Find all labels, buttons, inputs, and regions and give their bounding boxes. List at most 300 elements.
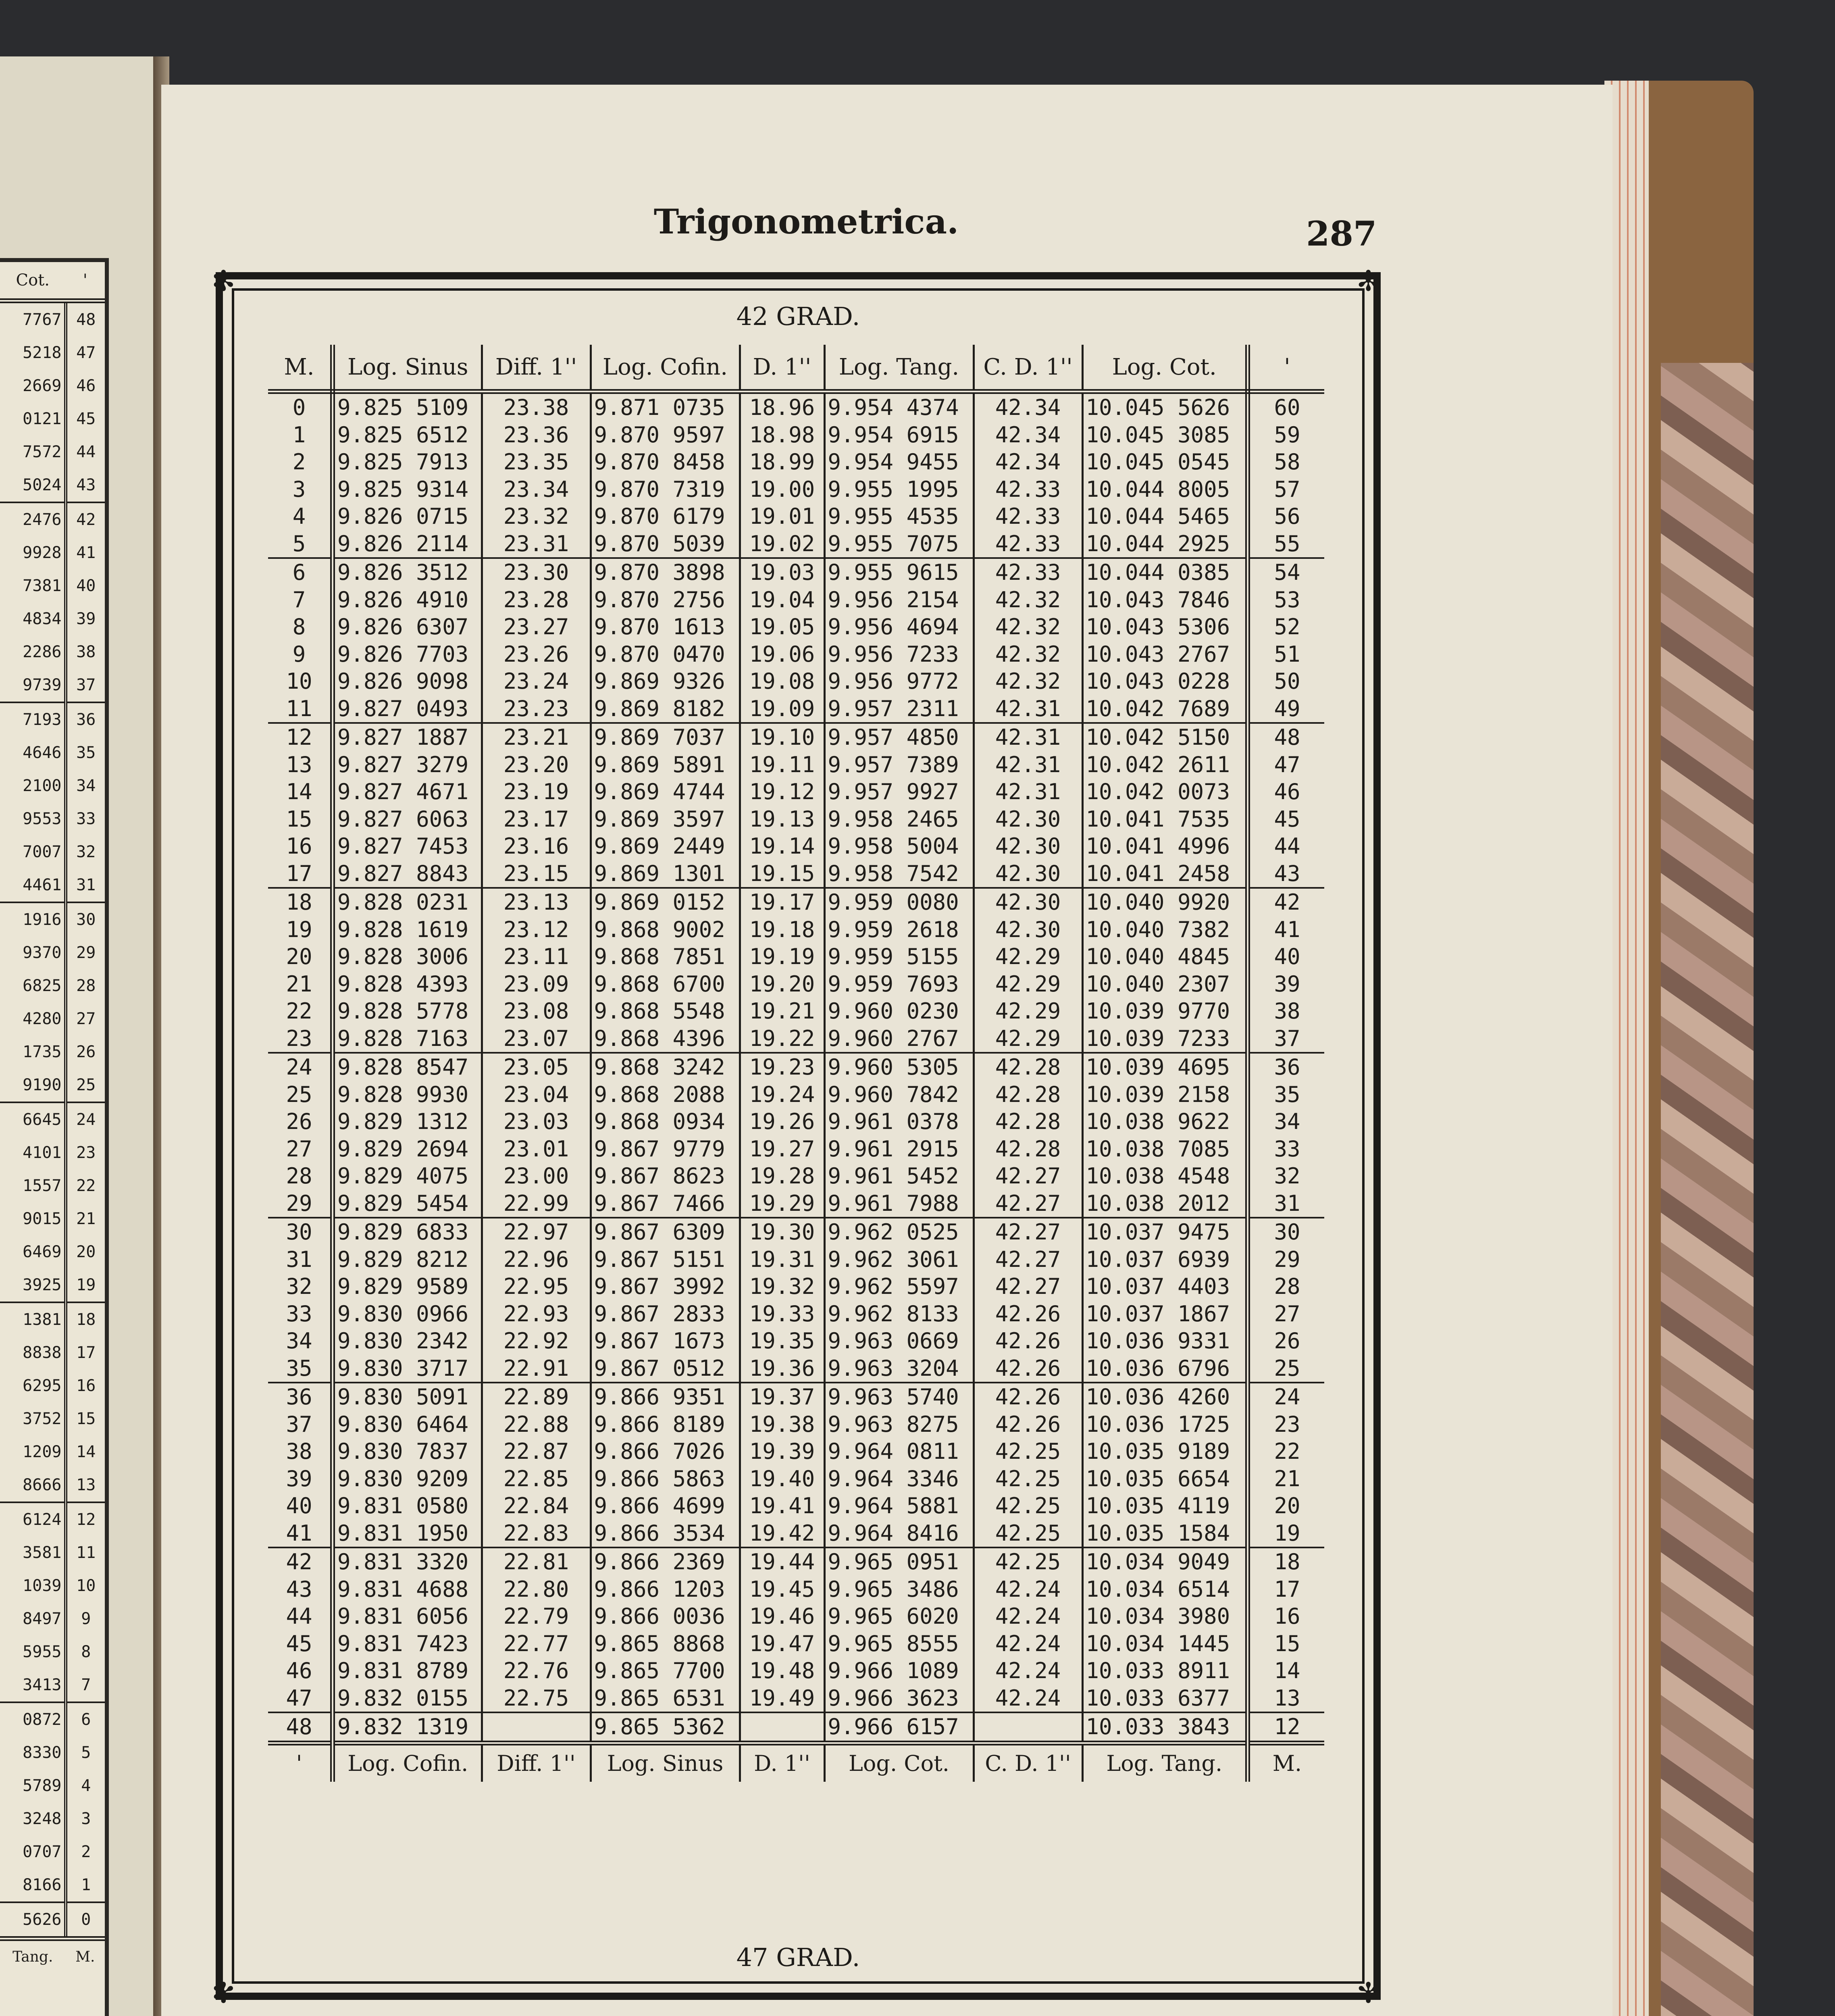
left-fragment-row [0,1635,105,1668]
cell-minute: 29 [268,1190,333,1218]
left-fragment-row [0,602,105,635]
left-cell-value: 2669 [0,369,66,402]
cell-log-cot: 10.039 2158 [1082,1081,1248,1108]
cell-minute-reverse: 34 [1274,1109,1300,1134]
cell-minute-reverse: 59 [1274,422,1300,448]
cell-minute-reverse: 50 [1274,669,1300,694]
footer-log-tang: Log. Tang. [1082,1743,1248,1782]
cell-diff: 22.79 [482,1603,591,1630]
left-fragment-row [0,1035,105,1068]
cell-diff: 23.04 [482,1081,591,1108]
cell-diff: 22.92 [482,1327,591,1355]
table-row [268,1520,1324,1548]
cell-log-tang: 9.964 3346 [824,1465,974,1493]
cell-minute-reverse: 20 [1274,1493,1300,1518]
table-row [268,1053,1324,1081]
cell-diff: 23.00 [482,1162,591,1190]
cell-cd: 42.32 [974,613,1082,641]
left-cell-value: 5789 [0,1769,66,1802]
left-header-cot: Cot. [0,262,66,301]
cell-d: 19.31 [740,1246,824,1273]
cell-d: 19.26 [740,1108,824,1135]
table-row [268,1657,1324,1685]
cell-log-cot: 10.037 4403 [1082,1273,1248,1300]
cell-diff: 23.01 [482,1135,591,1163]
left-cell-minute: 34 [76,777,96,795]
cell-minute-reverse: 33 [1274,1136,1300,1162]
cell-minute: 46 [268,1657,333,1685]
cell-log-cot: 10.042 0073 [1082,778,1248,806]
cell-log-tang: 9.966 1089 [824,1657,974,1685]
table-row [268,1465,1324,1493]
cell-log-sinus: 9.826 0715 [333,503,482,530]
cell-minute-reverse: 56 [1274,504,1300,529]
cell-log-cosin: 9.869 2449 [591,833,740,860]
cell-log-cosin: 9.868 6700 [591,971,740,998]
cell-log-tang: 9.956 9772 [824,668,974,695]
cell-log-cosin: 9.869 3597 [591,806,740,833]
cell-d: 19.03 [740,558,824,586]
cell-log-cosin: 9.867 1673 [591,1327,740,1355]
cell-minute: 12 [268,723,333,751]
cell-log-cot: 10.034 9049 [1082,1547,1248,1576]
cell-log-sinus: 9.825 5109 [333,392,482,421]
cell-minute: 30 [268,1218,333,1246]
left-fragment-row [0,469,105,502]
cell-d: 18.98 [740,421,824,449]
cell-log-cosin: 9.867 0512 [591,1355,740,1383]
left-fragment-row [0,868,105,902]
cell-minute: 4 [268,503,333,530]
cell-log-cot: 10.043 5306 [1082,613,1248,641]
cell-log-cot: 10.043 7846 [1082,586,1248,614]
header-d: D. 1'' [740,345,824,392]
left-fragment-row [0,802,105,835]
cell-log-cosin: 9.869 4744 [591,778,740,806]
cell-minute-reverse: 47 [1274,752,1300,777]
cell-diff: 22.77 [482,1630,591,1658]
cell-log-cosin: 9.866 1203 [591,1576,740,1603]
cell-log-sinus: 9.831 1950 [333,1520,482,1548]
left-cell-value: 8838 [0,1336,66,1369]
left-cell-value: 8330 [0,1736,66,1769]
cell-log-cot: 10.033 6377 [1082,1685,1248,1713]
cell-log-tang: 9.966 6157 [824,1712,974,1743]
cell-log-cot: 10.035 6654 [1082,1465,1248,1493]
cell-minute: 0 [268,392,333,421]
cell-log-cosin: 9.866 5863 [591,1465,740,1493]
left-cell-value: 2476 [0,502,66,536]
left-fragment-row [0,902,105,936]
left-cell-value: 2100 [0,769,66,802]
cell-log-sinus: 9.826 6307 [333,613,482,641]
cell-log-tang: 9.962 5597 [824,1273,974,1300]
cell-d: 19.05 [740,613,824,641]
cell-cd: 42.30 [974,860,1082,888]
cell-minute-reverse: 24 [1248,1383,1324,1411]
left-cell-minute: 35 [76,744,96,762]
left-cell-value: 7767 [0,301,66,336]
cell-log-tang: 9.957 4850 [824,723,974,751]
cell-diff: 22.80 [482,1576,591,1603]
left-cell-minute: 13 [76,1476,96,1494]
cell-d: 19.32 [740,1273,824,1300]
cell-log-cot: 10.038 2012 [1082,1190,1248,1218]
cell-log-tang: 9.965 6020 [824,1603,974,1630]
table-row [268,1135,1324,1163]
left-cell-minute: 0 [66,1902,105,1939]
cell-minute: 34 [268,1327,333,1355]
cell-log-tang: 9.955 4535 [824,503,974,530]
left-fragment-row [0,402,105,435]
cell-log-sinus: 9.827 1887 [333,723,482,751]
cell-log-sinus: 9.828 8547 [333,1053,482,1081]
left-cell-minute: 33 [76,810,96,828]
table-row [268,421,1324,449]
cell-log-cosin: 9.868 4396 [591,1025,740,1053]
cell-minute-reverse: 15 [1274,1631,1300,1656]
left-fragment-row [0,1002,105,1035]
cell-log-sinus: 9.831 8789 [333,1657,482,1685]
cell-cd: 42.25 [974,1547,1082,1576]
left-cell-value: 2286 [0,635,66,669]
cell-d: 19.15 [740,860,824,888]
left-cell-value: 3752 [0,1402,66,1435]
left-fragment-row [0,1702,105,1736]
cell-minute: 43 [268,1576,333,1603]
cell-minute: 44 [268,1603,333,1630]
cell-log-sinus: 9.830 3717 [333,1355,482,1383]
cell-log-sinus: 9.825 7913 [333,448,482,476]
cell-cd: 42.29 [974,1025,1082,1053]
degree-label-bottom: 47 GRAD. [736,1943,860,1972]
left-cell-minute: 6 [66,1702,105,1736]
left-cell-value: 9739 [0,669,66,702]
left-fragment-row [0,1536,105,1569]
cell-log-cot: 10.035 1584 [1082,1520,1248,1548]
cell-minute-reverse: 35 [1274,1081,1300,1107]
cell-log-tang: 9.960 0230 [824,998,974,1025]
left-cell-value: 6825 [0,969,66,1002]
cell-log-tang: 9.962 3061 [824,1246,974,1273]
cell-diff: 23.16 [482,833,591,860]
footer-m: M. [1248,1743,1324,1782]
cell-cd: 42.31 [974,778,1082,806]
left-cell-minute: 27 [76,1010,96,1028]
left-cell-value: 8497 [0,1602,66,1635]
cell-diff: 22.84 [482,1492,591,1520]
cell-minute-reverse: 37 [1274,1025,1300,1051]
cell-minute-reverse: 12 [1248,1712,1324,1743]
cell-minute-reverse: 40 [1274,944,1300,969]
cell-log-tang: 9.955 1995 [824,476,974,503]
cell-log-sinus: 9.832 0155 [333,1685,482,1713]
cell-minute: 25 [268,1081,333,1108]
cell-d: 19.49 [740,1685,824,1713]
cell-log-tang: 9.958 5004 [824,833,974,860]
cell-log-tang: 9.957 9927 [824,778,974,806]
cell-minute: 22 [268,998,333,1025]
cell-minute-reverse: 19 [1274,1520,1300,1546]
cell-minute-reverse: 60 [1274,395,1300,420]
cell-log-cot: 10.038 9622 [1082,1108,1248,1135]
cell-log-tang: 9.965 0951 [824,1547,974,1576]
marbled-cover [1661,363,1754,2016]
cell-d: 19.11 [740,751,824,779]
cell-diff: 23.21 [482,723,591,751]
cell-minute-reverse: 29 [1274,1246,1300,1272]
table-row [268,916,1324,943]
cell-log-tang: 9.962 8133 [824,1300,974,1328]
cell-diff: 22.81 [482,1547,591,1576]
cell-cd: 42.34 [974,392,1082,421]
cell-d: 19.21 [740,998,824,1025]
cell-log-sinus: 9.831 3320 [333,1547,482,1576]
corner-ornament-bottom-right: ✻ [1356,1976,1380,2010]
table-row [268,1712,1324,1743]
cell-minute-reverse: 54 [1248,558,1324,586]
cell-cd: 42.31 [974,751,1082,779]
table-row [268,476,1324,503]
cell-log-sinus: 9.826 2114 [333,530,482,558]
cell-cd: 42.27 [974,1246,1082,1273]
cell-minute: 15 [268,806,333,833]
cell-log-tang: 9.965 3486 [824,1576,974,1603]
cell-cd: 42.27 [974,1273,1082,1300]
cell-d: 19.00 [740,476,824,503]
left-footer-tang: Tang. [0,1939,66,1973]
left-cell-value: 4280 [0,1002,66,1035]
left-cell-minute: 10 [76,1577,96,1595]
cell-log-tang: 9.959 0080 [824,888,974,916]
left-cell-value: 4646 [0,736,66,769]
cell-log-cosin: 9.869 9326 [591,668,740,695]
cell-log-cosin: 9.867 5151 [591,1246,740,1273]
cell-cd: 42.26 [974,1327,1082,1355]
cell-d: 19.19 [740,943,824,971]
cell-log-cot: 10.043 2767 [1082,641,1248,668]
cell-log-cosin: 9.866 9351 [591,1383,740,1411]
cell-cd: 42.26 [974,1355,1082,1383]
left-fragment-row [0,969,105,1002]
left-cell-value: 4834 [0,602,66,635]
left-page-table-fragment [0,258,109,2016]
cell-minute-reverse: 16 [1274,1604,1300,1629]
left-cell-minute: 18 [66,1302,105,1336]
cell-minute: 18 [268,888,333,916]
left-cell-minute: 9 [81,1610,91,1628]
cell-log-sinus: 9.829 4075 [333,1162,482,1190]
cell-diff: 23.30 [482,558,591,586]
cell-minute-reverse: 51 [1274,641,1300,667]
cell-minute: 41 [268,1520,333,1548]
cell-cd: 42.25 [974,1438,1082,1465]
cell-log-cosin: 9.868 2088 [591,1081,740,1108]
left-cell-minute: 25 [76,1076,96,1094]
table-row [268,1273,1324,1300]
left-cell-value: 4461 [0,868,66,902]
left-fragment-row [0,1136,105,1169]
cell-log-cosin: 9.868 5548 [591,998,740,1025]
footer-d: D. 1'' [740,1743,824,1782]
table-row [268,1162,1324,1190]
left-cell-minute: 43 [76,476,96,494]
cell-cd: 42.32 [974,586,1082,614]
cell-minute: 3 [268,476,333,503]
left-cell-value: 1039 [0,1569,66,1602]
cell-log-tang: 9.961 7988 [824,1190,974,1218]
left-cell-minute: 3 [81,1810,91,1828]
cell-d: 19.18 [740,916,824,943]
left-cell-minute: 40 [76,577,96,595]
cell-d: 19.35 [740,1327,824,1355]
left-cell-value: 4101 [0,1136,66,1169]
cell-log-tang: 9.963 3204 [824,1355,974,1383]
cell-log-sinus: 9.829 2694 [333,1135,482,1163]
cell-diff: 23.23 [482,695,591,723]
cell-diff: 23.07 [482,1025,591,1053]
cell-log-cosin: 9.870 3898 [591,558,740,586]
cell-minute: 39 [268,1465,333,1493]
cell-log-sinus: 9.831 0580 [333,1492,482,1520]
cell-minute: 38 [268,1438,333,1465]
left-cell-value: 9928 [0,536,66,569]
cell-diff: 23.31 [482,530,591,558]
left-cell-minute: 23 [76,1143,96,1162]
corner-ornament-top-right: ✻ [1356,264,1380,298]
left-fragment-row [0,1268,105,1302]
cell-log-tang: 9.957 2311 [824,695,974,723]
cell-log-cot: 10.037 6939 [1082,1246,1248,1273]
cell-diff: 23.35 [482,448,591,476]
cell-minute: 47 [268,1685,333,1713]
cell-diff: 23.08 [482,998,591,1025]
cell-log-cot: 10.036 6796 [1082,1355,1248,1383]
cell-log-tang: 9.964 0811 [824,1438,974,1465]
table-row [268,586,1324,614]
cell-cd: 42.30 [974,806,1082,833]
cell-d: 19.20 [740,971,824,998]
left-cell-minute: 47 [76,344,96,362]
table-row [268,641,1324,668]
cell-minute-reverse: 53 [1274,587,1300,612]
table-row [268,1108,1324,1135]
cell-d: 19.48 [740,1657,824,1685]
cell-cd: 42.26 [974,1300,1082,1328]
cell-minute-reverse: 21 [1274,1466,1300,1491]
cell-minute: 7 [268,586,333,614]
left-cell-value: 0872 [0,1702,66,1736]
left-fragment-row [0,336,105,369]
left-cell-value: 7193 [0,702,66,736]
left-cell-value: 9370 [0,936,66,969]
left-fragment-row [0,1602,105,1635]
cell-log-cot: 10.036 4260 [1082,1383,1248,1411]
cell-log-cosin: 9.869 8182 [591,695,740,723]
cell-log-cot: 10.044 2925 [1082,530,1248,558]
left-cell-minute: 5 [81,1743,91,1762]
left-cell-minute: 28 [76,977,96,995]
left-cell-minute: 29 [76,943,96,962]
cell-log-cosin: 9.870 1613 [591,613,740,641]
cell-d: 19.06 [740,641,824,668]
left-cell-minute: 42 [66,502,105,536]
left-fragment-row [0,1769,105,1802]
left-cell-minute: 31 [76,876,96,894]
left-fragment-row [0,1169,105,1202]
cell-d: 19.40 [740,1465,824,1493]
header-log-sinus: Log. Sinus [333,345,482,392]
left-cell-value: 1209 [0,1435,66,1468]
cell-log-cosin: 9.866 8189 [591,1411,740,1438]
cell-log-cot: 10.042 7689 [1082,695,1248,723]
header-log-tang: Log. Tang. [824,345,974,392]
cell-minute: 11 [268,695,333,723]
left-cell-minute: 22 [76,1177,96,1195]
left-cell-value: 1735 [0,1035,66,1068]
left-fragment-row [0,769,105,802]
degree-label-top: 42 GRAD. [736,302,860,331]
cell-log-tang: 9.965 8555 [824,1630,974,1658]
cell-log-tang: 9.960 2767 [824,1025,974,1053]
left-cell-value: 5024 [0,469,66,502]
cell-d: 19.37 [740,1383,824,1411]
cell-log-cosin: 9.867 2833 [591,1300,740,1328]
table-row [268,1081,1324,1108]
cell-log-tang: 9.959 5155 [824,943,974,971]
left-cell-minute: 21 [76,1210,96,1228]
left-cell-value: 9190 [0,1068,66,1102]
table-row [268,1025,1324,1053]
cell-log-tang: 9.959 7693 [824,971,974,998]
cell-log-cot: 10.044 8005 [1082,476,1248,503]
cell-d: 19.33 [740,1300,824,1328]
cell-cd: 42.28 [974,1108,1082,1135]
cell-minute-reverse: 31 [1274,1190,1300,1216]
header-diff: Diff. 1'' [482,345,591,392]
left-fragment-row [0,502,105,536]
cell-log-sinus: 9.831 7423 [333,1630,482,1658]
cell-log-cosin: 9.866 2369 [591,1547,740,1576]
cell-cd: 42.27 [974,1190,1082,1218]
cell-cd [974,1712,1082,1743]
table-row [268,1630,1324,1658]
left-fragment-row [0,369,105,402]
cell-log-cosin: 9.870 8458 [591,448,740,476]
cell-cd: 42.33 [974,558,1082,586]
cell-log-sinus: 9.830 5091 [333,1383,482,1411]
left-cell-minute: 46 [76,377,96,395]
cell-d: 19.36 [740,1355,824,1383]
cell-cd: 42.27 [974,1218,1082,1246]
cell-log-sinus: 9.826 4910 [333,586,482,614]
cell-log-sinus: 9.825 6512 [333,421,482,449]
left-footer-m: M. [66,1939,105,1973]
cell-log-cosin: 9.868 7851 [591,943,740,971]
corner-ornament-bottom-left: ✻ [212,1976,235,2010]
left-cell-minute: 37 [76,676,96,694]
cell-cd: 42.29 [974,998,1082,1025]
table-row [268,1218,1324,1246]
cell-minute: 45 [268,1630,333,1658]
cell-diff: 22.97 [482,1218,591,1246]
left-cell-value: 8166 [0,1868,66,1902]
left-cell-value: 7572 [0,435,66,469]
cell-log-cot: 10.039 4695 [1082,1053,1248,1081]
cell-minute: 6 [268,558,333,586]
left-cell-minute: 48 [76,310,96,329]
cell-log-cosin: 9.869 1301 [591,860,740,888]
